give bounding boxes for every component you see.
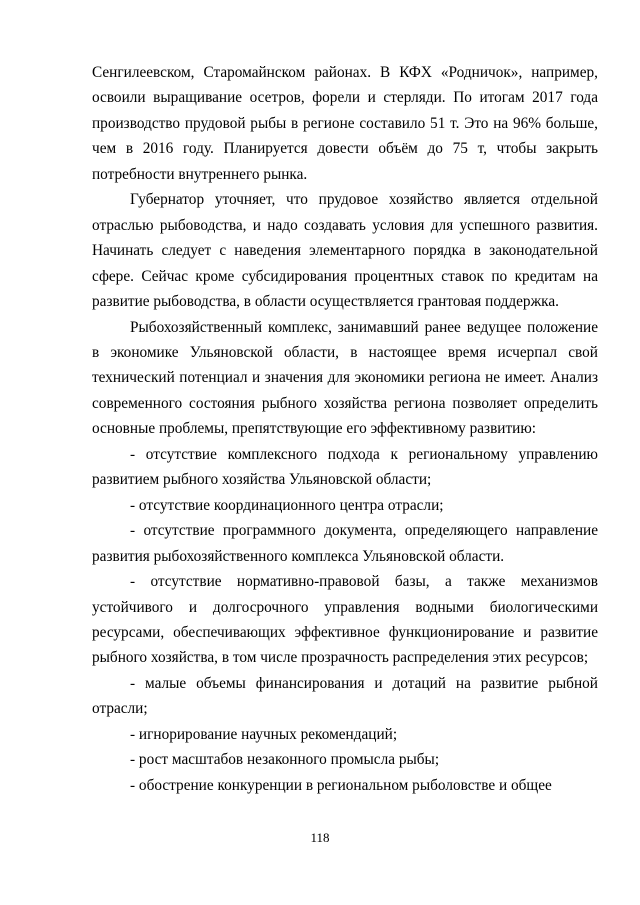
list-item: - отсутствие программного документа, определяющего направление развития рыбохозяйственного комплекса Ульяновской области. — [92, 522, 598, 565]
page-number: 118 — [310, 830, 330, 845]
paragraph: Сенгилеевском, Старомайнском районах. В КФХ «Родничок», например, освоили выращивание осетров, форели и стерляди. По итогам 2017 года производство прудовой рыбы в регионе составило 51 т. Это на 96% больше, чем в 2016 году. Планируется довести объём до 75 т, чтобы закрыть потребности внутреннего рынка. — [92, 64, 598, 183]
list-item: - отсутствие комплексного подхода к региональному управлению развитием рыбного хозяйства Ульяновской области; — [92, 445, 598, 489]
body-text — [92, 60, 598, 798]
list-item: - отсутствие нормативно-правовой базы, а также механизмов устойчивого и долгосрочного управления водными биологическими ресурсами, обеспечивающих эффективное функционирование и развитие рыбного хозяйства, в том числе прозрачность распределения этих ресурсов; — [92, 573, 598, 667]
list-item: - отсутствие координационного центра отрасли; — [130, 496, 444, 514]
paragraph: Губернатор уточняет, что прудовое хозяйство является отдельной отраслью рыбоводства, и надо создавать условия для успешного развития. Начинать следует с наведения элементарного порядка в законодательной сфере. Сейчас кроме субсидирования процентных ставок по кредитам на развитие рыбоводства, в области осуществляется грантовая поддержка. — [92, 191, 598, 311]
list-item: - обострение конкуренции в региональном рыболовстве и общее — [130, 776, 552, 794]
paragraph: Рыбохозяйственный комплекс, занимавший ранее ведущее положение в экономике Ульяновской области, в настоящее время исчерпал свой технический потенциал и значения для экономики региона не имеет. Анализ современного состояния рыбного хозяйства региона позволяет определить основные проблемы, препятствующие его эффективному развитию: — [92, 318, 598, 438]
list-item: - игнорирование научных рекомендаций; — [130, 725, 398, 743]
list-item: - малые объемы финансирования и дотаций на развитие рыбной отрасли; — [92, 674, 598, 718]
list-item: - рост масштабов незаконного промысла рыбы; — [130, 751, 440, 769]
